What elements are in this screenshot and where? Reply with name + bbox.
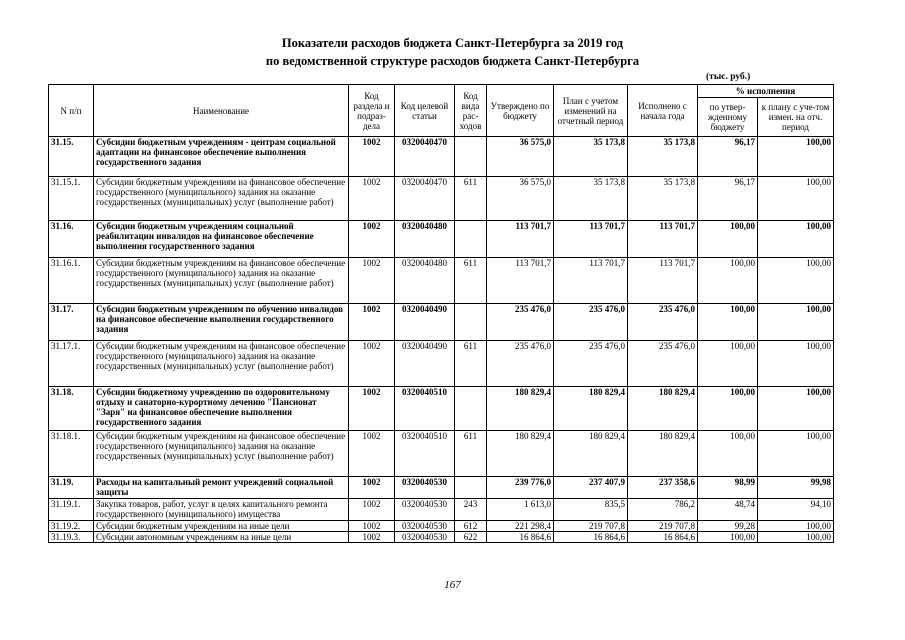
- approved-value: 180 829,4: [487, 387, 554, 431]
- section-code: 1002: [349, 341, 395, 387]
- approved-value: 16 864,6: [487, 532, 554, 543]
- header-type-code: Код вида рас-ходов: [455, 85, 487, 137]
- pct-plan-value: 100,00: [758, 304, 834, 341]
- type-code: 611: [455, 258, 487, 304]
- target-code: 0320040490: [395, 341, 455, 387]
- pct-approved-value: 96,17: [698, 177, 758, 221]
- pct-approved-value: 100,00: [698, 387, 758, 431]
- row-number: 31.19.: [49, 477, 94, 499]
- type-code: 612: [455, 521, 487, 532]
- executed-value: 113 701,7: [628, 221, 698, 258]
- pct-approved-value: 100,00: [698, 258, 758, 304]
- section-code: 1002: [349, 177, 395, 221]
- pct-approved-value: 100,00: [698, 341, 758, 387]
- header-pct-group: % исполнения: [698, 85, 834, 98]
- row-number: 31.19.1.: [49, 499, 94, 521]
- plan-value: 835,5: [554, 499, 628, 521]
- row-number: 31.15.1.: [49, 177, 94, 221]
- pct-plan-value: 100,00: [758, 431, 834, 477]
- section-code: 1002: [349, 387, 395, 431]
- target-code: 0320040510: [395, 431, 455, 477]
- table-row: [49, 387, 834, 431]
- table-row: [49, 137, 834, 177]
- type-code: 243: [455, 499, 487, 521]
- type-code: [455, 304, 487, 341]
- approved-value: 113 701,7: [487, 221, 554, 258]
- pct-approved-value: 96,17: [698, 137, 758, 177]
- row-number: 31.17.1.: [49, 341, 94, 387]
- row-name: Субсидии бюджетному учреждению по оздоровительному отдыху и санаторно-курортному лечению "Пансионат "Заря" на финансовое обеспечение выполнения государственного задания: [94, 387, 349, 431]
- plan-value: 235 476,0: [554, 304, 628, 341]
- row-name: Субсидии бюджетным учреждениям на финансовое обеспечение государственного (муниципального) задания на оказание государственных (муниципальных) услуг (выполнение работ): [94, 341, 349, 387]
- plan-value: 16 864,6: [554, 532, 628, 543]
- pct-plan-value: 94,10: [758, 499, 834, 521]
- row-number: 31.19.2.: [49, 521, 94, 532]
- budget-table: [48, 84, 834, 543]
- row-name: Закупка товаров, работ, услуг в целях капитального ремонта государственного (муниципального) имущества: [94, 499, 349, 521]
- target-code: 0320040480: [395, 221, 455, 258]
- pct-approved-value: 100,00: [698, 431, 758, 477]
- row-name: Субсидии бюджетным учреждениям по обучению инвалидов на финансовое обеспечение выполнения государственного задания: [94, 304, 349, 341]
- pct-plan-value: 100,00: [758, 137, 834, 177]
- row-name: Субсидии бюджетным учреждениям на финансовое обеспечение государственного (муниципального) задания на оказание государственных (муниципальных) услуг (выполнение работ): [94, 258, 349, 304]
- type-code: [455, 387, 487, 431]
- row-number: 31.17.: [49, 304, 94, 341]
- table-row: [49, 499, 834, 521]
- row-name: Субсидии бюджетным учреждениям социальной реабилитации инвалидов на финансовое обеспечение выполнения государственного задания: [94, 221, 349, 258]
- pct-approved-value: 99,28: [698, 521, 758, 532]
- type-code: 611: [455, 177, 487, 221]
- approved-value: 36 575,0: [487, 137, 554, 177]
- approved-value: 113 701,7: [487, 258, 554, 304]
- header-num: N п/п: [49, 85, 94, 137]
- row-name: Субсидии бюджетным учреждениям на финансовое обеспечение государственного (муниципального) задания на оказание государственных (муниципальных) услуг (выполнение работ): [94, 177, 349, 221]
- approved-value: 221 298,4: [487, 521, 554, 532]
- plan-value: 237 407,9: [554, 477, 628, 499]
- pct-plan-value: 100,00: [758, 532, 834, 543]
- target-code: 0320040490: [395, 304, 455, 341]
- header-executed: Исполнено с начала года: [628, 85, 698, 137]
- plan-value: 180 829,4: [554, 431, 628, 477]
- approved-value: 1 613,0: [487, 499, 554, 521]
- executed-value: 35 173,8: [628, 137, 698, 177]
- plan-value: 35 173,8: [554, 137, 628, 177]
- plan-value: 219 707,8: [554, 521, 628, 532]
- row-number: 31.18.: [49, 387, 94, 431]
- row-name: Расходы на капитальный ремонт учреждений социальной защиты: [94, 477, 349, 499]
- type-code: [455, 477, 487, 499]
- pct-plan-value: 100,00: [758, 387, 834, 431]
- type-code: [455, 137, 487, 177]
- target-code: 0320040530: [395, 521, 455, 532]
- row-number: 31.19.3.: [49, 532, 94, 543]
- target-code: 0320040480: [395, 258, 455, 304]
- pct-approved-value: 48,74: [698, 499, 758, 521]
- row-name: Субсидии бюджетным учреждениям на иные цели: [94, 521, 349, 532]
- target-code: 0320040530: [395, 532, 455, 543]
- table-row: [49, 304, 834, 341]
- target-code: 0320040470: [395, 177, 455, 221]
- pct-approved-value: 100,00: [698, 304, 758, 341]
- type-code: 611: [455, 341, 487, 387]
- target-code: 0320040510: [395, 387, 455, 431]
- executed-value: 237 358,6: [628, 477, 698, 499]
- table-row: [49, 431, 834, 477]
- approved-value: 239 776,0: [487, 477, 554, 499]
- approved-value: 180 829,4: [487, 431, 554, 477]
- executed-value: 786,2: [628, 499, 698, 521]
- header-target-code: Код целевой статьи: [395, 85, 455, 137]
- pct-plan-value: 100,00: [758, 258, 834, 304]
- approved-value: 36 575,0: [487, 177, 554, 221]
- pct-approved-value: 100,00: [698, 221, 758, 258]
- page-title: Показатели расходов бюджета Санкт-Петербурга за 2019 год: [281, 36, 624, 50]
- section-code: 1002: [349, 431, 395, 477]
- page-subtitle: по ведомственной структуре расходов бюджета Санкт-Петербурга: [265, 54, 640, 68]
- executed-value: 113 701,7: [628, 258, 698, 304]
- executed-value: 180 829,4: [628, 431, 698, 477]
- approved-value: 235 476,0: [487, 341, 554, 387]
- pct-plan-value: 100,00: [758, 177, 834, 221]
- table-body: [49, 137, 834, 543]
- approved-value: 235 476,0: [487, 304, 554, 341]
- type-code: 611: [455, 431, 487, 477]
- plan-value: 35 173,8: [554, 177, 628, 221]
- section-code: 1002: [349, 221, 395, 258]
- header-section-code: Код раздела и подраз-дела: [349, 85, 395, 137]
- executed-value: 180 829,4: [628, 387, 698, 431]
- page-number: 167: [444, 579, 461, 591]
- row-number: 31.16.: [49, 221, 94, 258]
- type-code: [455, 221, 487, 258]
- target-code: 0320040530: [395, 477, 455, 499]
- executed-value: 219 707,8: [628, 521, 698, 532]
- section-code: 1002: [349, 521, 395, 532]
- table-row: [49, 177, 834, 221]
- pct-approved-value: 100,00: [698, 532, 758, 543]
- pct-plan-value: 100,00: [758, 341, 834, 387]
- section-code: 1002: [349, 477, 395, 499]
- pct-plan-value: 100,00: [758, 521, 834, 532]
- executed-value: 35 173,8: [628, 177, 698, 221]
- header-pct-approved: по утвер-жденному бюджету: [698, 98, 758, 137]
- row-number: 31.15.: [49, 137, 94, 177]
- row-number: 31.16.1.: [49, 258, 94, 304]
- executed-value: 16 864,6: [628, 532, 698, 543]
- section-code: 1002: [349, 304, 395, 341]
- table-row: [49, 221, 834, 258]
- row-number: 31.18.1.: [49, 431, 94, 477]
- table-row: [49, 477, 834, 499]
- plan-value: 113 701,7: [554, 258, 628, 304]
- table-row: [49, 521, 834, 532]
- type-code: 622: [455, 532, 487, 543]
- executed-value: 235 476,0: [628, 341, 698, 387]
- pct-approved-value: 98,99: [698, 477, 758, 499]
- section-code: 1002: [349, 499, 395, 521]
- pct-plan-value: 100,00: [758, 221, 834, 258]
- target-code: 0320040470: [395, 137, 455, 177]
- executed-value: 235 476,0: [628, 304, 698, 341]
- pct-plan-value: 99,98: [758, 477, 834, 499]
- table-row: [49, 258, 834, 304]
- header-approved: Утверждено по бюджету: [487, 85, 554, 137]
- header-plan: План с учетом изменений на отчетный период: [554, 85, 628, 137]
- plan-value: 235 476,0: [554, 341, 628, 387]
- table-row: [49, 532, 834, 543]
- section-code: 1002: [349, 258, 395, 304]
- row-name: Субсидии бюджетным учреждениям на финансовое обеспечение государственного (муниципального) задания на оказание государственных (муниципальных) услуг (выполнение работ): [94, 431, 349, 477]
- plan-value: 113 701,7: [554, 221, 628, 258]
- target-code: 0320040530: [395, 499, 455, 521]
- header-pct-plan: к плану с уче-том измен. на отч. период: [758, 98, 834, 137]
- table-row: [49, 341, 834, 387]
- row-name: Субсидии автономным учреждениям на иные цели: [94, 532, 349, 543]
- plan-value: 180 829,4: [554, 387, 628, 431]
- row-name: Субсидии бюджетным учреждениям - центрам социальной адаптации на финансовое обеспечение выполнения государственного задания: [94, 137, 349, 177]
- units-label: (тыс. руб.): [706, 72, 751, 82]
- section-code: 1002: [349, 532, 395, 543]
- section-code: 1002: [349, 137, 395, 177]
- header-name: Наименование: [94, 85, 349, 137]
